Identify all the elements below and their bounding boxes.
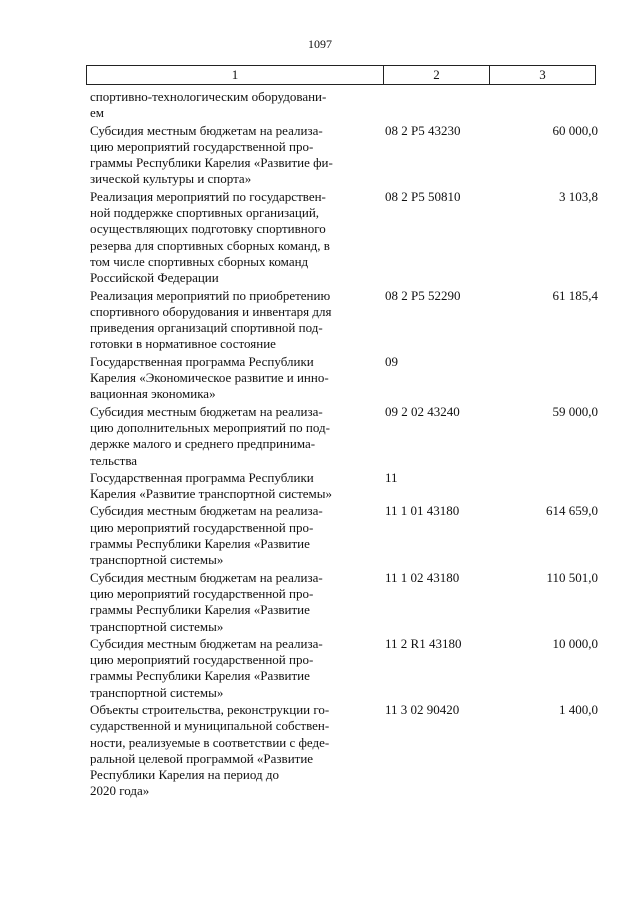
row-amount: 59 000,0 [552,403,598,419]
row-description: Государственная программа Республики Карелия «Экономическое развитие и инно- вационная экономика» [90,353,329,402]
table-row [90,354,598,403]
table-row [90,470,598,503]
row-code: 11 3 02 90420 [385,701,460,717]
row-description: Субсидия местным бюджетам на реализа- цию мероприятий государственной про- граммы Республики Карелия «Развитие транспортной системы» [90,503,323,568]
row-description: спортивно-технологическим оборудовани- ем [90,89,327,121]
row-code: 09 [385,353,398,369]
table-row [90,702,598,800]
row-amount: 10 000,0 [552,635,598,651]
header-col-3: 3 [490,66,596,85]
row-amount: 61 185,4 [552,287,598,303]
row-code: 08 2 P5 50810 [385,188,461,204]
row-description: Субсидия местным бюджетам на реализа- цию мероприятий государственной про- граммы Республики Карелия «Развитие транспортной системы» [90,569,323,634]
table-row [90,123,598,188]
row-code: 11 [385,469,398,485]
row-description: Субсидия местным бюджетам на реализа- цию дополнительных мероприятий по под- держке малого и среднего предпринима- тельства [90,403,330,468]
table-row [90,570,598,635]
row-description: Объекты строительства, реконструкции го- сударственной и муниципальной собствен- ности, реализуемые в соответствии с феде- ральной целевой программой «Развитие Республики Карелия на период до 2020 года» [90,701,330,799]
table-row [90,189,598,287]
table-body [90,89,598,801]
row-description: Государственная программа Республики Карелия «Развитие транспортной системы» [90,469,332,502]
row-description: Субсидия местным бюджетам на реализа- цию мероприятий государственной про- граммы Республики Карелия «Развитие фи- зической культуры и спорта» [90,122,333,187]
row-amount: 3 103,8 [559,188,598,204]
page-number: 1097 [308,37,332,51]
table-row [90,288,598,353]
row-description: Реализация мероприятий по приобретению спортивного оборудования и инвентаря для приведения организаций спортивной под- готовки в нормативное состояние [90,287,332,352]
row-code: 09 2 02 43240 [385,403,460,419]
row-code: 11 2 R1 43180 [385,635,462,651]
row-code: 08 2 P5 43230 [385,122,461,138]
row-amount [505,89,598,122]
table-row [90,503,598,568]
row-amount [505,470,598,503]
row-amount [505,354,598,403]
row-amount: 614 659,0 [546,503,598,519]
header-col-1: 1 [87,66,384,85]
table-row [90,89,598,122]
table-header [86,65,596,85]
header-col-2: 2 [384,66,490,85]
row-amount: 1 400,0 [559,701,598,717]
row-amount: 60 000,0 [552,122,598,138]
row-code: 08 2 P5 52290 [385,287,461,303]
row-amount: 110 501,0 [546,569,598,585]
table-row [90,636,598,701]
row-code: 11 1 02 43180 [385,569,460,585]
table-row [90,404,598,469]
row-description: Реализация мероприятий по государствен- ной поддержке спортивных организаций, осуществляющих подготовку спортивного резерва для спортивных сборных команд, в том числе спортивных сборных команд Российской Федерации [90,188,330,286]
row-description: Субсидия местным бюджетам на реализа- цию мероприятий государственной про- граммы Республики Карелия «Развитие транспортной системы» [90,635,323,700]
row-code: 11 1 01 43180 [385,503,460,519]
row-code [382,89,505,122]
